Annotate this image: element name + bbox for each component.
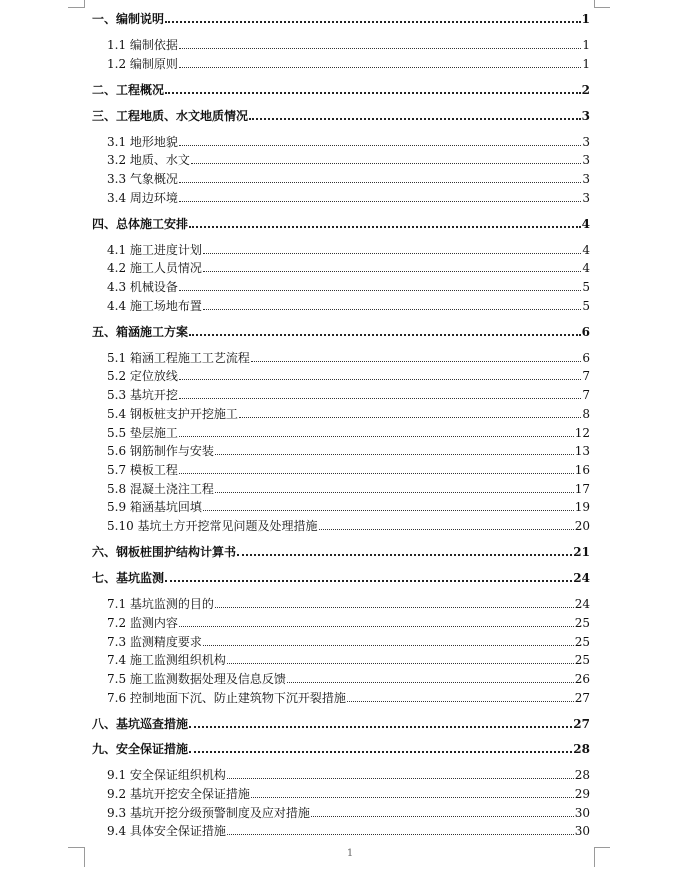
toc-dot-leader [165,21,581,23]
toc-entry-page: 3 [582,135,590,149]
toc-entry-page: 7 [582,388,590,402]
toc-dot-leader [203,253,581,254]
toc-dot-leader [189,751,572,753]
toc-entry-page: 25 [574,653,590,667]
toc-dot-leader [179,379,581,380]
toc-dot-leader [237,554,572,556]
toc-section-entry[interactable] [107,463,590,477]
toc-entry-label: 5.5 垫层施工 [107,426,178,440]
toc-chapter-entry[interactable] [92,545,590,559]
toc-section-entry[interactable] [107,351,590,365]
toc-chapter-entry[interactable] [92,571,590,585]
toc-entry-label: 5.9 箱涵基坑回填 [107,500,202,514]
toc-dot-leader [203,309,581,310]
toc-section-entry[interactable] [107,191,590,205]
toc-section-entry[interactable] [107,57,590,71]
toc-entry-label: 5.8 混凝土浇注工程 [107,482,214,496]
toc-section-entry[interactable] [107,482,590,496]
toc-section-entry[interactable] [107,787,590,801]
toc-section-entry[interactable] [107,426,590,440]
toc-entry-label: 5.2 定位放线 [107,369,178,383]
toc-section-entry[interactable] [107,444,590,458]
toc-entry-page: 4 [581,217,590,231]
toc-section-entry[interactable] [107,369,590,383]
toc-entry-page: 25 [574,616,590,630]
toc-entry-label: 9.2 基坑开挖安全保证措施 [107,787,250,801]
toc-entry-label: 7.4 施工监测组织机构 [107,653,226,667]
toc-entry-page: 19 [574,500,590,514]
toc-entry-label: 7.6 控制地面下沉、防止建筑物下沉开裂措施 [107,691,346,705]
toc-entry-label: 7.1 基坑监测的目的 [107,597,214,611]
toc-entry-label: 3.1 地形地貌 [107,135,178,149]
toc-section-entry[interactable] [107,597,590,611]
toc-entry-label: 5.3 基坑开挖 [107,388,178,402]
toc-dot-leader [189,226,581,228]
toc-section-entry[interactable] [107,135,590,149]
toc-entry-page: 26 [574,672,590,686]
toc-entry-label: 9.1 安全保证组织机构 [107,768,226,782]
toc-dot-leader [179,145,581,146]
toc-dot-leader [287,682,574,683]
toc-dot-leader [227,834,574,835]
toc-entry-page: 30 [574,824,590,838]
toc-entry-page: 4 [582,243,590,257]
toc-dot-leader [215,607,574,608]
toc-dot-leader [179,290,581,291]
toc-entry-page: 21 [573,545,590,559]
toc-section-entry[interactable] [107,38,590,52]
toc-section-entry[interactable] [107,806,590,820]
toc-section-entry[interactable] [107,243,590,257]
toc-dot-leader [189,726,572,728]
toc-entry-page: 3 [582,172,590,186]
toc-dot-leader [251,361,581,362]
toc-section-entry[interactable] [107,768,590,782]
toc-entry-label: 5.6 钢筋制作与安装 [107,444,214,458]
toc-section-entry[interactable] [107,261,590,275]
toc-entry-page: 24 [573,571,590,585]
toc-dot-leader [251,797,574,798]
toc-dot-leader [203,645,574,646]
toc-entry-page: 17 [574,482,590,496]
toc-section-entry[interactable] [107,616,590,630]
toc-entry-page: 29 [574,787,590,801]
toc-dot-leader [239,417,581,418]
toc-entry-label: 3.2 地质、水文 [107,153,190,167]
toc-section-entry[interactable] [107,824,590,838]
toc-entry-label: 五、箱涵施工方案 [92,325,189,339]
toc-entry-label: 9.3 基坑开挖分级预警制度及应对措施 [107,806,310,820]
toc-entry-label: 三、工程地质、水文地质情况 [92,109,249,123]
toc-entry-page: 4 [582,261,590,275]
toc-entry-page: 1 [581,12,590,26]
toc-dot-leader [165,580,572,582]
toc-dot-leader [179,182,581,183]
toc-entry-label: 3.4 周边环境 [107,191,178,205]
toc-entry-label: 4.3 机械设备 [107,280,178,294]
toc-entry-page: 24 [574,597,590,611]
toc-entry-page: 28 [574,768,590,782]
toc-section-entry[interactable] [107,672,590,686]
toc-entry-page: 30 [574,806,590,820]
toc-entry-label: 二、工程概况 [92,83,165,97]
toc-dot-leader [179,398,581,399]
toc-dot-leader [347,701,574,702]
toc-entry-label: 六、钢板桩围护结构计算书 [92,545,237,559]
toc-chapter-entry[interactable] [92,717,590,731]
toc-dot-leader [189,334,581,336]
toc-dot-leader [179,436,574,437]
toc-entry-label: 7.5 施工监测数据处理及信息反馈 [107,672,286,686]
toc-entry-page: 28 [573,742,590,756]
toc-entry-page: 12 [574,426,590,440]
toc-section-entry[interactable] [107,172,590,186]
toc-entry-label: 4.4 施工场地布置 [107,299,202,313]
toc-entry-page: 1 [582,57,590,71]
toc-entry-page: 2 [581,83,590,97]
toc-dot-leader [179,201,581,202]
toc-entry-label: 5.4 钢板桩支护开挖施工 [107,407,238,421]
toc-entry-page: 6 [582,351,590,365]
toc-dot-leader [179,67,581,68]
toc-section-entry[interactable] [107,653,590,667]
toc-entry-page: 20 [574,519,590,533]
toc-entry-label: 一、编制说明 [92,12,165,26]
toc-entry-page: 1 [582,38,590,52]
toc-entry-page: 3 [582,153,590,167]
toc-dot-leader [191,163,581,164]
toc-dot-leader [165,92,581,94]
toc-entry-label: 5.7 模板工程 [107,463,178,477]
toc-chapter-entry[interactable] [92,83,590,97]
toc-entry-page: 25 [574,635,590,649]
toc-dot-leader [179,473,574,474]
toc-entry-page: 3 [582,191,590,205]
toc-entry-label: 1.1 编制依据 [107,38,178,52]
page-number: 1 [346,848,354,859]
toc-entry-label: 九、安全保证措施 [92,742,189,756]
toc-entry-page: 8 [582,407,590,421]
toc-entry-label: 1.2 编制原则 [107,57,178,71]
toc-dot-leader [179,626,574,627]
toc-dot-leader [319,529,574,530]
toc-chapter-entry[interactable] [92,217,590,231]
toc-dot-leader [311,816,574,817]
toc-section-entry[interactable] [107,299,590,313]
toc-entry-page: 16 [574,463,590,477]
toc-entry-page: 5 [582,299,590,313]
toc-dot-leader [203,510,574,511]
toc-section-entry[interactable] [107,500,590,514]
toc-entry-label: 八、基坑巡查措施 [92,717,189,731]
toc-entry-page: 13 [574,444,590,458]
toc-dot-leader [203,271,581,272]
toc-section-entry[interactable] [107,635,590,649]
toc-dot-leader [215,492,574,493]
toc-entry-label: 5.1 箱涵工程施工工艺流程 [107,351,250,365]
toc-chapter-entry[interactable] [92,12,590,26]
toc-section-entry[interactable] [107,153,590,167]
toc-entry-page: 5 [582,280,590,294]
toc-entry-label: 3.3 气象概况 [107,172,178,186]
toc-section-entry[interactable] [107,407,590,421]
toc-entry-label: 4.1 施工进度计划 [107,243,202,257]
toc-entry-label: 5.10 基坑土方开挖常见问题及处理措施 [107,519,318,533]
toc-entry-page: 3 [581,109,590,123]
toc-entry-label: 七、基坑监测 [92,571,165,585]
toc-entry-label: 4.2 施工人员情况 [107,261,202,275]
toc-section-entry[interactable] [107,691,590,705]
toc-entry-label: 7.2 监测内容 [107,616,178,630]
toc-dot-leader [215,454,574,455]
toc-section-entry[interactable] [107,280,590,294]
toc-entry-label: 9.4 具体安全保证措施 [107,824,226,838]
toc-dot-leader [227,663,574,664]
toc-chapter-entry[interactable] [92,742,590,756]
toc-entry-page: 27 [574,691,590,705]
toc-dot-leader [249,118,581,120]
toc-entry-page: 7 [582,369,590,383]
toc-entry-label: 四、总体施工安排 [92,217,189,231]
toc-dot-leader [179,48,581,49]
toc-entry-page: 6 [581,325,590,339]
toc-entry-page: 27 [573,717,590,731]
toc-dot-leader [227,778,574,779]
toc-section-entry[interactable] [107,519,590,533]
toc-chapter-entry[interactable] [92,325,590,339]
toc-chapter-entry[interactable] [92,109,590,123]
toc-section-entry[interactable] [107,388,590,402]
toc-entry-label: 7.3 监测精度要求 [107,635,202,649]
